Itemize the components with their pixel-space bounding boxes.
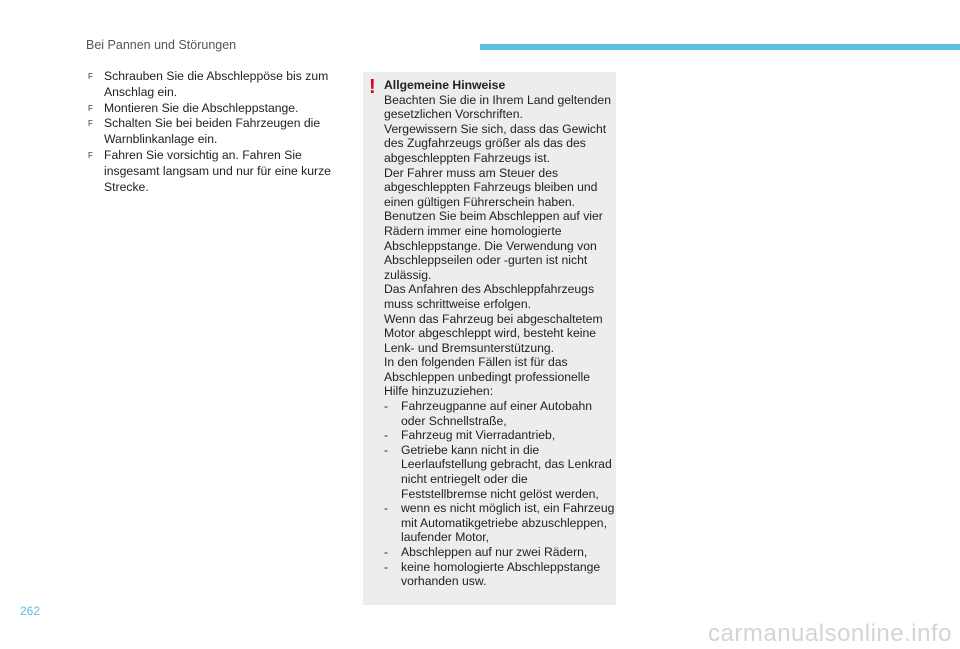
list-item	[384, 428, 616, 443]
page-number: 262	[20, 604, 41, 618]
watermark: carmanualsonline.info	[708, 620, 952, 647]
notice-paragraph: Beachten Sie die in Ihrem Land geltenden gesetzlichen Vorschriften.	[384, 92, 611, 122]
step-text: Schrauben Sie die Abschleppöse bis zum Anschlag ein.	[104, 69, 329, 99]
dash-bullet: -	[384, 559, 389, 574]
instruction-steps	[88, 69, 338, 195]
section-title: Bei Pannen und Störungen	[86, 38, 237, 52]
list-item	[384, 443, 616, 501]
step-bullet-icon: F	[88, 150, 93, 160]
dash-bullet: -	[384, 442, 389, 457]
notice-paragraph: In den folgenden Fällen ist für das Abschleppen unbedingt professionelle Hilfe hinzuzuziehen:	[384, 355, 590, 399]
step-item	[88, 101, 338, 117]
header-accent-bar	[480, 44, 960, 50]
notice-body	[384, 78, 616, 589]
step-item	[88, 148, 338, 195]
list-item-text: Abschleppen auf nur zwei Rädern,	[401, 545, 588, 559]
step-bullet-icon: F	[88, 72, 93, 81]
notice-paragraph: Das Anfahren des Abschleppfahrzeugs muss schrittweise erfolgen.	[384, 282, 595, 311]
notice-title: Allgemeine Hinweise	[384, 78, 506, 92]
step-bullet-icon: F	[88, 119, 93, 129]
list-item	[384, 501, 616, 545]
list-item-text: keine homologierte Abschleppstange vorhanden usw.	[401, 559, 601, 589]
notice-paragraph: Wenn das Fahrzeug bei abgeschaltetem Motor abgeschleppt wird, besteht keine Lenk- und Bremsunterstützung.	[384, 311, 603, 355]
step-text: Montieren Sie die Abschleppstange.	[104, 100, 299, 115]
warning-icon: !	[369, 76, 376, 98]
list-item-text: Fahrzeug mit Vierradantrieb,	[401, 428, 556, 443]
step-item	[88, 116, 338, 148]
notice-list	[384, 399, 616, 589]
dash-bullet: -	[384, 501, 389, 516]
list-item-text: Getriebe kann nicht in die Leerlaufstellung gebracht, das Lenkrad nicht entriegelt oder die Feststellbremse nicht gelöst werden,	[401, 442, 612, 501]
notice-paragraph: Vergewissern Sie sich, dass das Gewicht des Zugfahrzeugs größer als das des abgeschleppten Fahrzeugs ist.	[384, 121, 607, 165]
step-text: Fahren Sie vorsichtig an. Fahren Sie insgesamt langsam und nur für eine kurze Strecke.	[104, 147, 331, 194]
notice-paragraph: Benutzen Sie beim Abschleppen auf vier Rädern immer eine homologierte Abschleppstange. Die Verwendung von Abschleppseilen oder -gurten ist nicht zulässig.	[384, 209, 603, 282]
list-item-text: Fahrzeugpanne auf einer Autobahn oder Schnellstraße,	[401, 399, 593, 428]
list-item	[384, 560, 616, 589]
dash-bullet: -	[384, 399, 389, 414]
notice-paragraph: Der Fahrer muss am Steuer des abgeschleppten Fahrzeugs bleiben und einen gültigen Führerschein haben.	[384, 165, 598, 209]
step-text: Schalten Sie bei beiden Fahrzeugen die Warnblinkanlage ein.	[104, 116, 321, 147]
step-bullet-icon: F	[88, 103, 93, 113]
list-item-text: wenn es nicht möglich ist, ein Fahrzeug mit Automatikgetriebe abzuschleppen, laufender Motor,	[401, 501, 615, 545]
list-item	[384, 545, 616, 560]
dash-bullet: -	[384, 428, 389, 443]
dash-bullet: -	[384, 545, 389, 559]
list-item	[384, 399, 616, 428]
step-item	[88, 69, 338, 101]
